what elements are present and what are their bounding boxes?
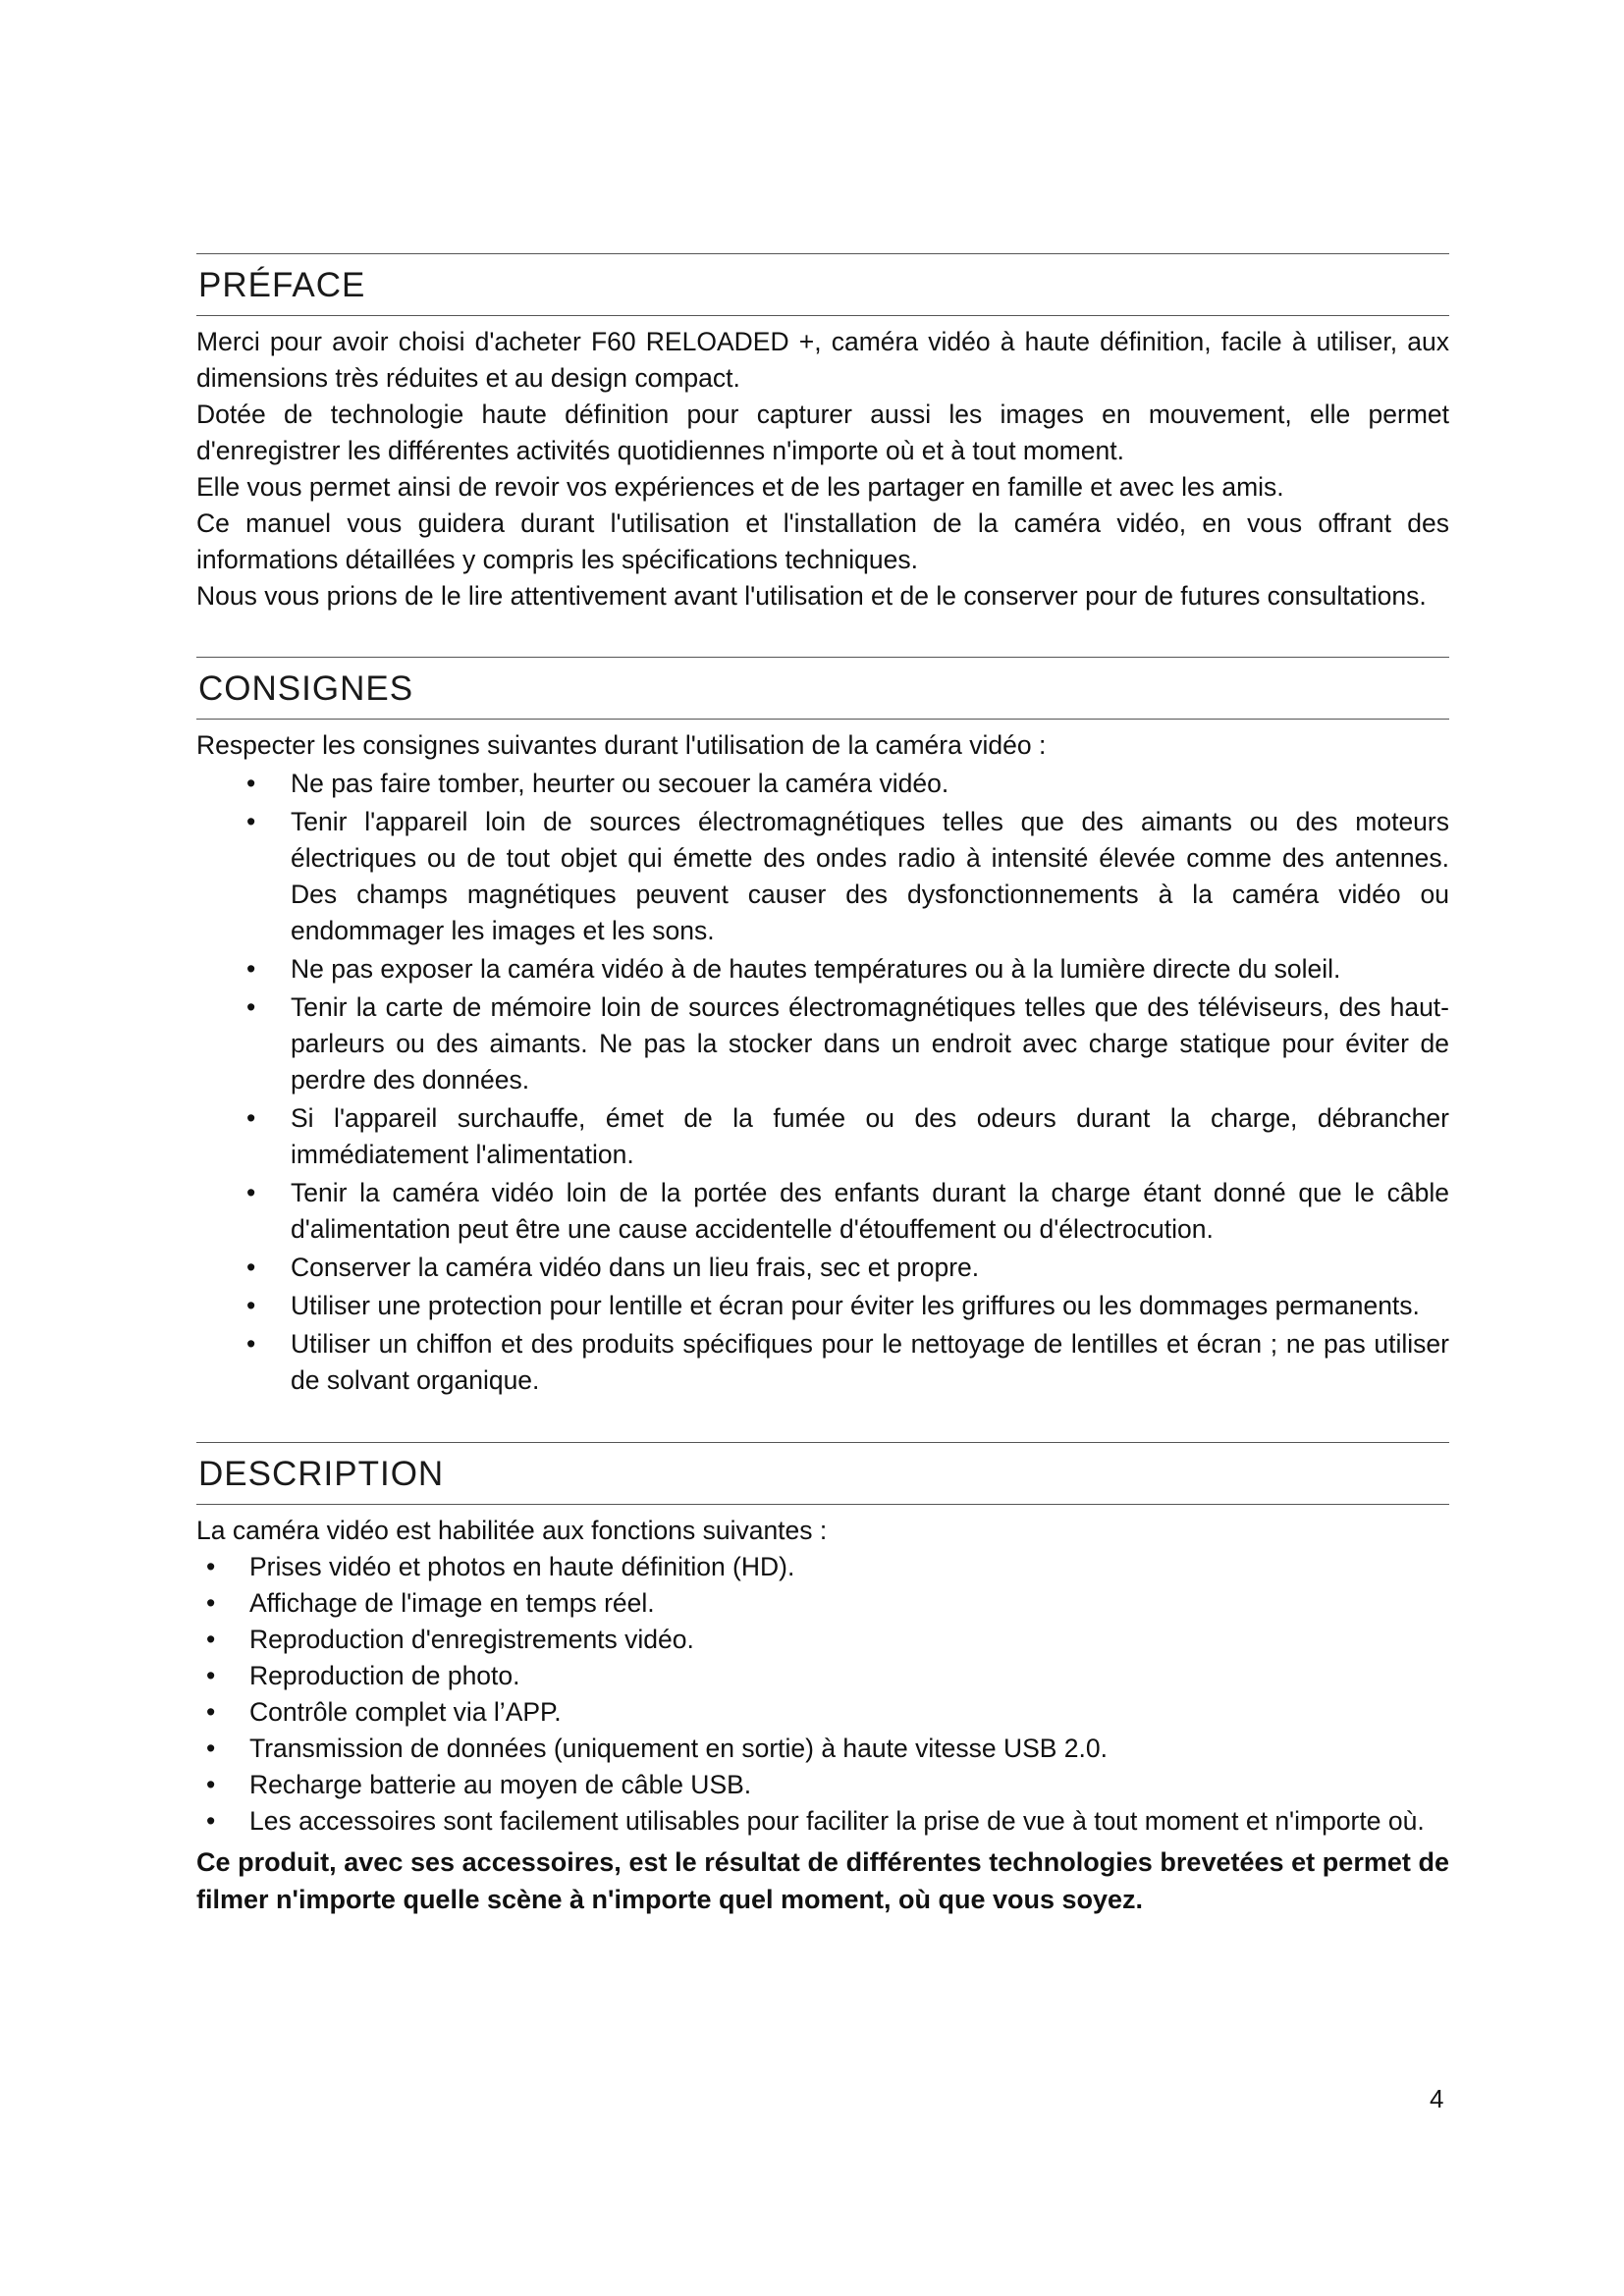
bullet-icon: •	[246, 1291, 256, 1320]
consignes-intro: Respecter les consignes suivantes durant l'utilisation de la caméra vidéo :	[196, 730, 1047, 760]
preface-paragraph: Ce manuel vous guidera durant l'utilisation et l'installation de la caméra vidéo, en vous offrant des informations détaillées y compris les spécifications techniques.	[196, 508, 1449, 574]
bullet-icon: •	[246, 1253, 256, 1282]
list-item: • Conserver la caméra vidéo dans un lieu frais, sec et propre.	[196, 1250, 1449, 1286]
preface-paragraph: Dotée de technologie haute définition pour capturer aussi les images en mouvement, elle permet d'enregistrer les différentes activités quotidiennes n'importe où et à tout moment.	[196, 400, 1449, 465]
bullet-icon: •	[246, 769, 256, 798]
list-item: • Utiliser un chiffon et des produits spécifiques pour le nettoyage de lentilles et écran ; ne pas utiliser de solvant organique.	[196, 1326, 1449, 1399]
preface-body	[196, 324, 1449, 614]
list-item: • Tenir la carte de mémoire loin de sources électromagnétiques telles que des téléviseurs, des haut-parleurs ou des aimants. Ne pas la stocker dans un endroit avec charge statique pour éviter de perdre des données.	[196, 989, 1449, 1098]
page-number: 4	[1430, 2084, 1444, 2113]
preface-paragraph: Merci pour avoir choisi d'acheter F60 RELOADED +, caméra vidéo à haute définition, facile à utiliser, aux dimensions très réduites et au design compact.	[196, 327, 1449, 393]
list-item: • Ne pas exposer la caméra vidéo à de hautes températures ou à la lumière directe du soleil.	[196, 951, 1449, 988]
description-heading: DESCRIPTION	[196, 1442, 1449, 1505]
list-item: • Prises vidéo et photos en haute définition (HD).	[196, 1549, 1449, 1585]
list-item: • Tenir l'appareil loin de sources électromagnétiques telles que des aimants ou des moteurs électriques ou de tout objet qui émette des ondes radio à intensité élevée comme des antennes. Des champs magnétiques peuvent causer des dysfonctionnements à la caméra vidéo ou endommager les images et les sons.	[196, 804, 1449, 949]
list-item: • Transmission de données (uniquement en sortie) à haute vitesse USB 2.0.	[196, 1731, 1449, 1767]
preface-paragraph: Nous vous prions de le lire attentivement avant l'utilisation et de le conserver pour de futures consultations.	[196, 581, 1427, 611]
list-item: • Utiliser une protection pour lentille et écran pour éviter les griffures ou les dommages permanents.	[196, 1288, 1449, 1324]
list-item: • Contrôle complet via l’APP.	[196, 1694, 1449, 1731]
bullet-icon: •	[246, 954, 256, 984]
description-last-item: • Les accessoires sont facilement utilisables pour faciliter la prise de vue à tout moment et n'importe où.	[196, 1803, 1449, 1840]
list-item: • Reproduction d'enregistrements vidéo.	[196, 1622, 1449, 1658]
consignes-body	[196, 727, 1449, 1399]
description-body	[196, 1513, 1449, 1918]
consignes-heading: CONSIGNES	[196, 657, 1449, 720]
bullet-icon: •	[246, 1329, 256, 1359]
preface-paragraph: Elle vous permet ainsi de revoir vos expériences et de les partager en famille et avec les amis.	[196, 472, 1284, 502]
bullet-icon: •	[206, 1588, 216, 1618]
preface-heading: PRÉFACE	[196, 253, 1449, 316]
consignes-list	[196, 766, 1449, 1399]
bullet-icon: •	[246, 1103, 256, 1133]
bullet-icon: •	[206, 1734, 216, 1763]
list-item: • Reproduction de photo.	[196, 1658, 1449, 1694]
bullet-icon: •	[246, 1178, 256, 1207]
description-bold-note: Ce produit, avec ses accessoires, est le résultat de différentes technologies brevetées et permet de filmer n'importe quelle scène à n'importe quel moment, où que vous soyez.	[196, 1847, 1449, 1914]
description-intro: La caméra vidéo est habilitée aux fonctions suivantes :	[196, 1516, 828, 1545]
description-list	[196, 1549, 1449, 1803]
bullet-icon: •	[246, 992, 256, 1022]
bullet-icon: •	[206, 1806, 216, 1836]
bullet-icon: •	[206, 1552, 216, 1581]
list-item: • Affichage de l'image en temps réel.	[196, 1585, 1449, 1622]
bullet-icon: •	[206, 1661, 216, 1690]
manual-page	[196, 253, 1449, 1918]
list-item: • Recharge batterie au moyen de câble USB.	[196, 1767, 1449, 1803]
list-item: • Si l'appareil surchauffe, émet de la fumée ou des odeurs durant la charge, débrancher immédiatement l'alimentation.	[196, 1100, 1449, 1173]
bullet-icon: •	[206, 1697, 216, 1727]
bullet-icon: •	[206, 1770, 216, 1799]
list-item: • Ne pas faire tomber, heurter ou secouer la caméra vidéo.	[196, 766, 1449, 802]
bullet-icon: •	[206, 1625, 216, 1654]
bullet-icon: •	[246, 807, 256, 836]
list-item: • Tenir la caméra vidéo loin de la portée des enfants durant la charge étant donné que le câble d'alimentation peut être une cause accidentelle d'étouffement ou d'électrocution.	[196, 1175, 1449, 1248]
